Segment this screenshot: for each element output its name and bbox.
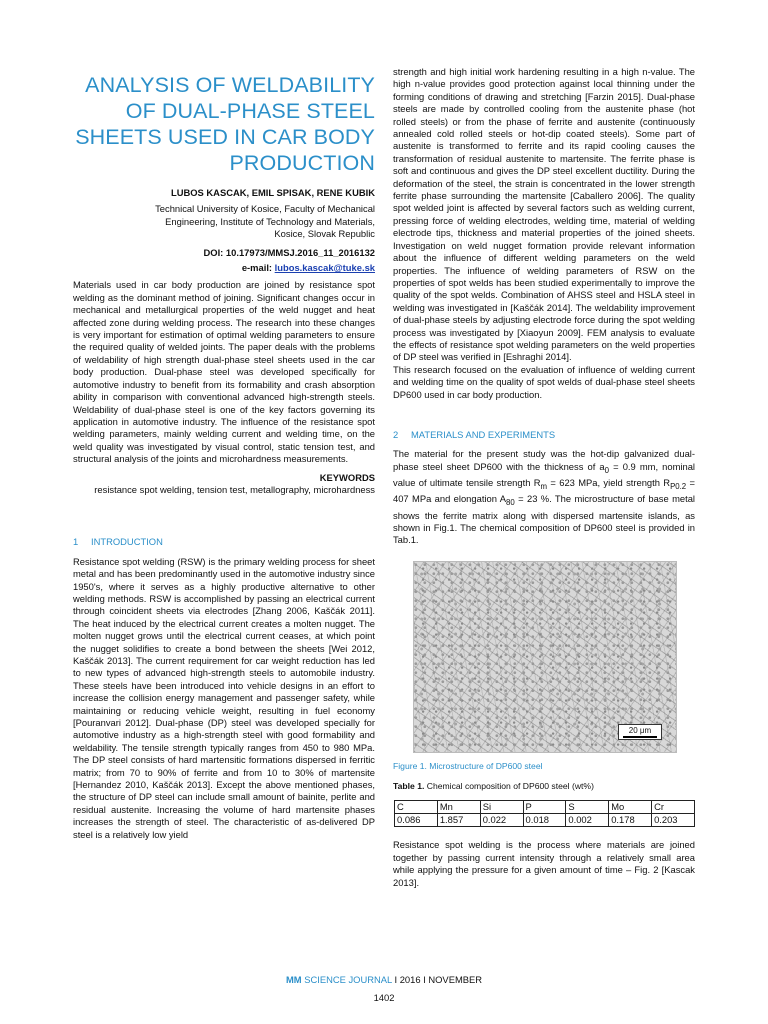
chemical-composition-table [394,800,695,828]
table-cell: 0.002 [566,814,609,827]
table-cell: 0.203 [652,814,695,827]
text-run: = 23 %. The microstructure of base metal shows the ferrite matrix along with dispersed martensite islands, as shown in Fig.1. The chemical composition of DP600 steel is provided in Tab.1. [393,493,696,546]
section-title: INTRODUCTION [91,536,163,548]
journal-footer [0,974,768,985]
microstructure-image [413,561,677,753]
scale-bar [618,724,662,740]
body-paragraph: Resistance spot welding is the process where materials are joined together by passing current intensity through a relatively small area while applying the pressure for a given amount of time – Fig. 2 [Kascak 2013]. [393,839,695,888]
table-row [395,814,695,827]
table-cell: 0.018 [523,814,566,827]
table-cell: 0.178 [609,814,652,827]
doi: DOI: 10.17973/MMSJ.2016_11_2016132 [203,246,375,258]
table-header-cell: Si [480,800,523,813]
authors: LUBOS KASCAK, EMIL SPISAK, RENE KUBIK [170,187,375,198]
body-paragraph: This research focused on the evaluation of influence of welding current and welding time on the quality of spot welds of dual-phase steel sheets DP600 used in car body production. [393,363,695,400]
table-header-cell: Mn [437,800,480,813]
table-label: Table 1. [393,781,425,792]
subscript: m [540,481,548,491]
table-caption [393,780,695,792]
table-text: Chemical composition of DP600 steel (wt%) [424,781,594,792]
materials-text [393,448,695,546]
table-header-row [395,800,695,813]
section-heading-introduction [73,536,375,548]
journal-name: SCIENCE JOURNAL [301,974,392,985]
affiliation [73,203,375,240]
affiliation-line: Technical University of Kosice, Faculty of Mechanical [155,203,375,215]
keywords: resistance spot welding, tension test, metallography, microhardness [94,483,375,495]
body-paragraph: strength and high initial work hardening resulting in a high n-value. The high n-value provides good protection against local thinning under the forming conditions of drawing and stretching [Farzin 2015]. Dual-phase steels are made by controlled cooling from the austenite phase (hot rolled steels) or from the phase of ferrite and austenite (continuously annealed cold rolled steels or hot-dip coated steels). Some part of austenite is transformed to ferrite and its rapid cooling causes the transformation of residual austenite to martensite. The ferrite phase is soft and continuous and gives the DP steel excellent ductility. During the deformation of the steel, the strain is concentrated in the lower strength ferrite phase surrounding the martensite [Caballero 2006]. The quality spot welded joint is affected by several factors such as welding current, pressing force of welding electrodes, welding time, material of welding electrode tips, thickness and material properties of the joined sheets. Investigation on weld nugget formation provide relevant information about the influence of different welding parameters on the weld properties. The influence of welding parameters of RSW on the properties of spot welds has been studied experimentally to improve the quality of the spot welds. Combination of AHSS steel and HSLA steel in welding was investigated in [Kaščák 2014]. The weldability improvement of dual-phase steels by adjusting electrode force during the spot welding process was investigated by [Xiaoyun 2009]. FEM analysis to evaluate the effects of resistance spot welding parameters on the weld properties of DP steel was verified in [Eshraghi 2014]. [393,66,695,363]
affiliation-line: Kosice, Slovak Republic [274,228,375,240]
section-number: 1 [73,536,79,548]
introduction-text: Resistance spot welding (RSW) is the primary welding process for sheet metal and has been predominantly used in the automotive industry since 1950's, where it serves as a highly productive alternative to other welding methods. RSW is accomplished by passing an electrical current through coincident sheets via electrodes [Zhang 2006, Kaščák 2011]. The heat induced by the electrical current creates a molten nugget. The molten nugget grows until the electrical current ceases, at which point the nugget solidifies to create a bond between the sheets [Wei 2012, Kaščák 2013]. The current requirement for car weight reduction has led to new types of advanced high-strength steels to automobile industry. These steels have been introduced into vehicle designs in an effort to increase the collision energy management and passenger safety, while maintaining or reducing vehicle weight, resulting in fuel economy [Pouranvari 2012]. Dual-phase (DP) steel was developed specially for automotive industry as a high-strength steel with good formability and weldability. The tensile strength typically ranges from 450 to 980 MPa. The DP steel consists of hard martensitic formations dispersed in ferritic matrix; from 70 to 90% of ferrite and from 10 to 30% of martensite [Hernandez 2010, Kaščák 2013]. Except the above mentioned phases, the structure of DP steel can include small amount of bainite, perlite and residual austenite. Increasing the volume of hard martensite phases increases the strength of steel. The characteristic of as-delivered DP steel is a relatively low yield [73,555,375,840]
figure-label: Figure 1. [393,760,427,771]
left-column [73,66,375,841]
subscript: 80 [506,498,515,508]
table-header-cell: P [523,800,566,813]
scale-label: 20 μm [628,725,652,735]
figure-text: Microstructure of DP600 steel [426,760,543,771]
keywords-heading: KEYWORDS [319,471,375,483]
text-run: = 623 MPa, yield strength R [547,477,671,489]
figure-caption [393,760,695,772]
section-number: 2 [393,428,399,440]
text-run: = 0.9 mm, nominal value of ultimate tensile strength R [393,460,695,489]
paper-title: ANALYSIS OF WELDABILITY OF DUAL-PHASE STEEL SHEETS USED IN CAR BODY PRODUCTION [75,73,375,175]
text-run: The material for the present study was the hot-dip galvanized dual-phase steel sheet DP600 with the thickness of a [393,448,695,472]
email-link[interactable]: lubos.kascak@tuke.sk [274,262,375,274]
scale-line [623,736,657,738]
section-heading-materials [393,429,695,441]
table-cell: 0.022 [480,814,523,827]
affiliation-line: Engineering, Institute of Technology and Materials, [165,215,375,227]
journal-issue: I 2016 I NOVEMBER [391,974,483,985]
subscript: P0.2 [670,481,687,491]
journal-logo-mm: MM [285,974,302,985]
email-label: e-mail: [241,262,275,274]
abstract: Materials used in car body production are joined by resistance spot welding as the dominant method of joining. Significant changes occur in mechanical and metallurgical properties of the weld nugget and heat affected zone during welding process. The research into these changes is very important for estimation of optimal welding parameters to ensure the required quality of welded joints. The paper deals with the problems of weldability of high strength dual-phase steel sheets used in the car body production. Dual-phase steel was developed specifically for automotive industry to benefit from its formability and crash absorption ability in comparison with conventional advanced high-strength steels. Weldability of dual-phase steel is one of the key factors governing its application in automotive industry. The influence of the resistance spot welding parameters, mainly welding current and welding time, on the weld quality was investigated by visual control, static tension test, and structural analysis of the joints and microhardness measurements. [73,279,375,465]
email-line [73,262,375,274]
right-column [393,66,695,889]
table-header-cell: C [395,800,438,813]
subscript: 0 [604,465,609,475]
table-cell: 0.086 [395,814,438,827]
table-header-cell: S [566,800,609,813]
text-run: = 407 MPa and elongation A [393,477,695,505]
table-header-cell: Mo [609,800,652,813]
section-title: MATERIALS AND EXPERIMENTS [411,428,556,440]
page-number: 1402 [373,992,395,1003]
table-header-cell: Cr [652,800,695,813]
table-cell: 1.857 [437,814,480,827]
